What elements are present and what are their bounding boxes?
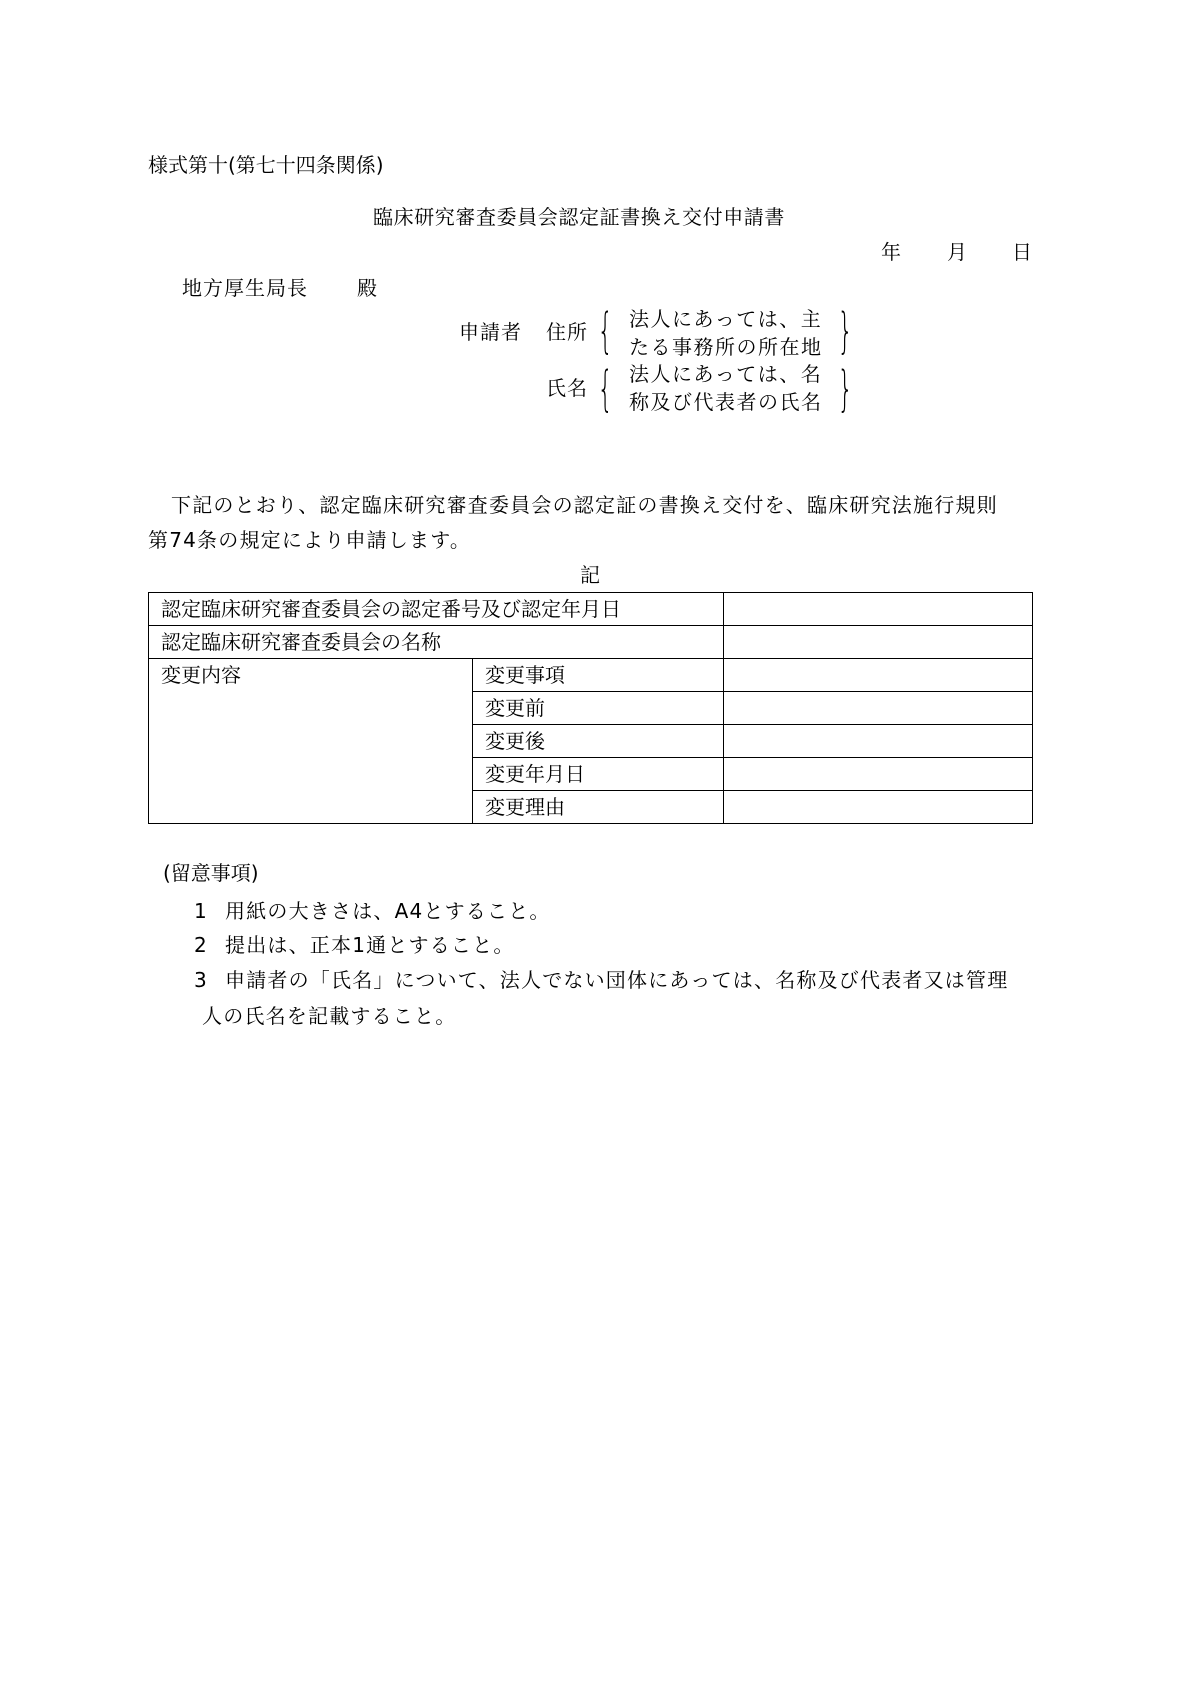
application-table <box>148 592 1033 824</box>
open-brace: { <box>597 303 613 359</box>
committee-name-label: 認定臨床研究審査委員会の名称 <box>149 626 724 659</box>
change-item-field[interactable] <box>724 659 1033 692</box>
form-number: 様式第十(第七十四条関係) <box>148 153 384 177</box>
notes-heading: (留意事項) <box>163 861 259 885</box>
applicant-label: 申請者 <box>459 320 522 344</box>
note-text: 用紙の大きさは、A4とすること。 <box>225 899 551 923</box>
ki-label: 記 <box>580 563 600 587</box>
close-brace: } <box>837 361 853 417</box>
date-day-label: 日 <box>1012 240 1032 264</box>
close-brace: } <box>837 303 853 359</box>
change-date-label: 変更年月日 <box>473 758 724 791</box>
date-month-label: 月 <box>947 240 967 264</box>
note-number: 2 <box>194 933 207 957</box>
note-text: 提出は、正本1通とすること。 <box>225 933 515 957</box>
change-content-label: 変更内容 <box>149 659 473 824</box>
change-item-label: 変更事項 <box>473 659 724 692</box>
address-note-line1: 法人にあっては、主 <box>629 307 823 331</box>
body-text-line1: 下記のとおり、認定臨床研究審査委員会の認定証の書換え交付を、臨床研究法施行規則 <box>171 493 998 517</box>
name-note-line1: 法人にあっては、名 <box>629 362 823 386</box>
address-note-line2: たる事務所の所在地 <box>629 335 823 359</box>
table-row <box>149 659 1033 692</box>
address-label: 住所 <box>546 320 588 344</box>
open-brace: { <box>597 361 613 417</box>
body-text-line2: 第74条の規定により申請します。 <box>148 528 472 552</box>
after-change-field[interactable] <box>724 725 1033 758</box>
addressee-name: 地方厚生局長 <box>182 276 308 300</box>
note-text: 申請者の「氏名」について、法人でない団体にあっては、名称及び代表者又は管理 <box>225 968 1009 992</box>
note-number: 1 <box>194 899 207 923</box>
before-change-label: 変更前 <box>473 692 724 725</box>
change-reason-label: 変更理由 <box>473 791 724 824</box>
after-change-label: 変更後 <box>473 725 724 758</box>
note-text-continuation: 人の氏名を記載すること。 <box>202 1004 457 1028</box>
change-date-field[interactable] <box>724 758 1033 791</box>
addressee-honorific: 殿 <box>357 276 377 300</box>
name-note-line2: 称及び代表者の氏名 <box>629 390 823 414</box>
table-row <box>149 593 1033 626</box>
certification-number-field[interactable] <box>724 593 1033 626</box>
before-change-field[interactable] <box>724 692 1033 725</box>
committee-name-field[interactable] <box>724 626 1033 659</box>
certification-number-label: 認定臨床研究審査委員会の認定番号及び認定年月日 <box>149 593 724 626</box>
note-number: 3 <box>194 968 207 992</box>
table-row <box>149 626 1033 659</box>
name-label: 氏名 <box>546 376 588 400</box>
change-reason-field[interactable] <box>724 791 1033 824</box>
date-year-label: 年 <box>881 240 901 264</box>
document-title: 臨床研究審査委員会認定証書換え交付申請書 <box>373 205 785 229</box>
